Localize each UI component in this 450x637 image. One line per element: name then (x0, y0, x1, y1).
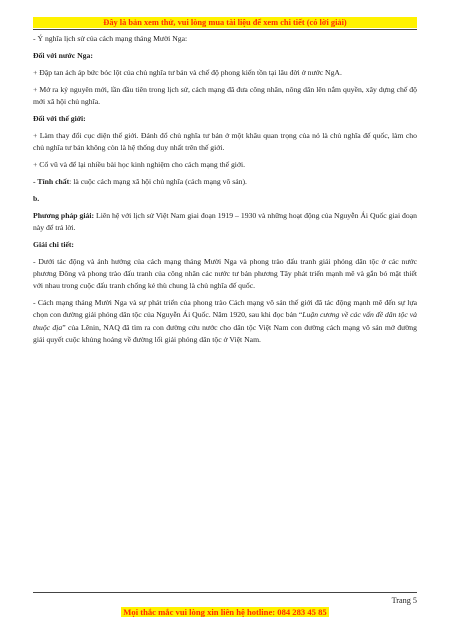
method-label: Phương pháp giải: (33, 210, 95, 220)
lenin-theses-title: Luận cương về các vấn đề dân tộc và thuộc địa (33, 310, 417, 332)
subheading-world: Đối với thế giới: (33, 113, 86, 123)
paragraph: + Mở ra kỷ nguyên mới, lần đầu tiên trong lịch sử, cách mạng đã đưa công nhân, nông dân lên nắm quyền, xây dựng chế độ mới xã hội chủ nghĩa. (33, 84, 417, 106)
hotline-text: Mọi thắc mắc vui lòng xin liên hệ hotline: 084 283 45 85 (123, 607, 327, 617)
document-body (33, 33, 417, 351)
paragraph: - Ý nghĩa lịch sử của cách mạng tháng Mười Nga: (33, 34, 188, 43)
text-run: ” của Lênin, NAQ đã tìm ra con đường cứu nước cho dân tộc Việt Nam con đường cách mạng vô sản mở đường giải quyết cuộc khủng hoảng về đường lối giải phóng dân tộc ở Việt Nam. (33, 322, 417, 345)
paragraph: + Đập tan ách áp bức bóc lột của chủ nghĩa tư bản và chế độ phong kiến tồn tại lâu đời ở nước NgA. (33, 67, 342, 77)
paragraph: + Làm thay đổi cục diện thế giới. Đánh đổ chủ nghĩa tư bản ở một khâu quan trọng của nó là chủ nghĩa đế quốc, làm cho chủ nghĩa tư bản không còn là hệ thống duy nhất trên thế giới. (33, 130, 417, 153)
method-text: Liên hệ với lịch sử Việt Nam giai đoạn 1919 – 1930 và những hoạt động của Nguyễn Ái Quốc giai đoạn này để trả lời. (33, 210, 417, 232)
footer-divider (33, 592, 417, 593)
paragraph: - Dưới tác động và ảnh hưởng của cách mạng tháng Mười Nga và phong trào đấu tranh giải phóng dân tộc ở các nước phương Đông và phong trào đấu tranh của công nhân các nước tư bản phương Tây phát triển mạnh mẽ và gắn bó mật thiết với nhau trong cuộc đấu tranh chống kẻ thù chung là chủ nghĩa đế quốc. (33, 256, 417, 291)
paragraph-nature (33, 176, 417, 188)
paragraph: + Cổ vũ và để lại nhiều bài học kinh nghiệm cho cách mạng thế giới. (33, 159, 246, 169)
preview-banner: Đây là bản xem thử, vui lòng mua tài liệu để xem chi tiết (có lời giải) (33, 17, 417, 28)
nature-text: : là cuộc cách mạng xã hội chủ nghĩa (cách mạng vô sản). (69, 176, 247, 186)
solution-heading: Giải chi tiết: (33, 239, 74, 249)
part-b-label: b. (33, 193, 40, 203)
header-divider (33, 29, 417, 30)
nature-label: - Tính chất (33, 176, 70, 186)
page-number: Trang 5 (391, 596, 417, 605)
paragraph-lenin (33, 297, 417, 346)
paragraph-method (33, 210, 417, 235)
subheading-russia: Đối với nước Nga: (33, 50, 93, 60)
hotline-footer (33, 607, 417, 617)
text-run: - Cách mạng tháng Mười Nga và sự phát triển của phong trào Cách mạng vô sản thế giới đã tác động mạnh mẽ đến sự lựa chọn con đường giải phóng dân tộc của Nguyễn Ái Quốc. Năm 1920, sau khi đọc bản “ (33, 298, 417, 320)
